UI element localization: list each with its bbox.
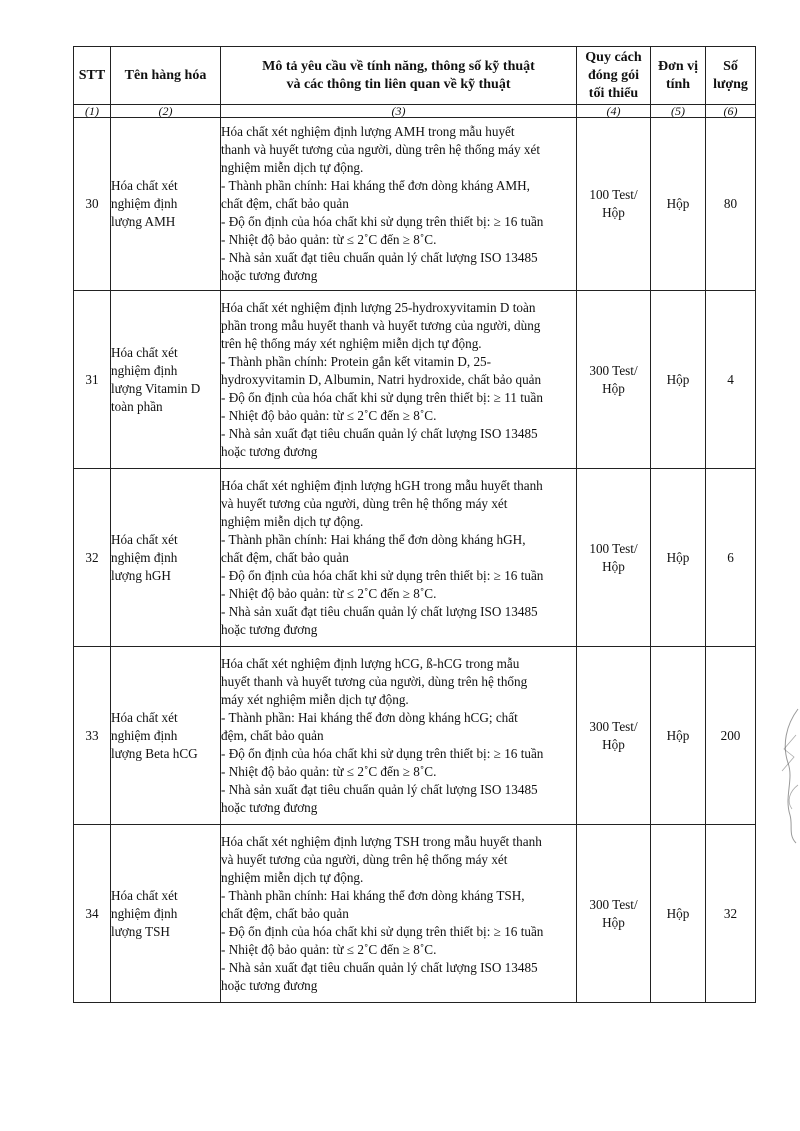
header-description	[221, 47, 577, 105]
item-name-line: lượng AMH	[111, 214, 176, 229]
header-description-line: Mô tả yêu cầu về tính năng, thông số kỹ thuật	[262, 58, 535, 74]
item-packaging-line: 300 Test/	[589, 362, 638, 378]
column-number: (3)	[221, 105, 577, 118]
item-packaging	[577, 469, 651, 647]
item-description	[221, 291, 577, 469]
header-packaging-line: tối thiểu	[588, 85, 639, 101]
item-number: 30	[74, 118, 111, 291]
item-name-line: Hóa chất xét	[111, 344, 178, 360]
item-packaging-line: 100 Test/	[589, 187, 638, 202]
item-packaging-line: Hộp	[602, 914, 625, 930]
header-packaging-line: đóng gói	[588, 67, 639, 83]
column-number: (6)	[706, 105, 756, 118]
header-unit-line: tính	[665, 76, 691, 92]
item-packaging-line: 100 Test/	[589, 540, 638, 556]
item-packaging-line: Hộp	[602, 380, 625, 396]
item-description-line: - Nhà sản xuất đạt tiêu chuẩn quản lý chất lượng ISO 13485	[221, 603, 538, 619]
item-description-line: - Độ ổn định của hóa chất khi sử dụng trên thiết bị: ≥ 16 tuần	[221, 214, 544, 229]
item-name-line: Hóa chất xét	[111, 709, 178, 725]
item-description-line: chất đệm, chất bảo quản	[221, 549, 349, 565]
item-description-line: nghiệm miễn dịch tự động.	[221, 869, 364, 885]
item-description-line: - Thành phần chính: Hai kháng thể đơn dòng kháng TSH,	[221, 887, 525, 903]
header-unit-line: Đơn vị	[657, 58, 699, 74]
item-description-line: - Độ ổn định của hóa chất khi sử dụng trên thiết bị: ≥ 16 tuần	[221, 923, 544, 939]
item-name-line: Hóa chất xét	[111, 887, 178, 903]
item-name-line: lượng hGH	[111, 567, 171, 583]
item-unit: Hộp	[651, 469, 706, 647]
item-unit: Hộp	[651, 118, 706, 291]
table-row	[74, 291, 756, 469]
item-packaging-line: Hộp	[602, 205, 625, 220]
item-description-line: hoặc tương đương	[221, 799, 318, 815]
item-description-line: nghiệm miễn dịch tự động.	[221, 160, 364, 175]
header-packaging	[577, 47, 651, 105]
item-packaging	[577, 647, 651, 825]
item-name	[111, 118, 221, 291]
item-description-line: - Độ ổn định của hóa chất khi sử dụng trên thiết bị: ≥ 11 tuần	[221, 389, 543, 405]
item-description-line: phần trong mẫu huyết thanh và huyết tương của người, dùng	[221, 317, 541, 333]
item-packaging-line: 300 Test/	[589, 896, 638, 912]
stamp-edge-mark	[776, 705, 800, 845]
item-name-line: nghiệm định	[111, 196, 178, 211]
table-body	[74, 118, 756, 1003]
header-name: Tên hàng hóa	[111, 47, 221, 105]
item-description-line: - Nhiệt độ bảo quản: từ ≤ 2˚C đến ≥ 8˚C.	[221, 407, 437, 423]
item-quantity: 200	[706, 647, 756, 825]
item-name-line: lượng TSH	[111, 923, 170, 939]
item-name	[111, 469, 221, 647]
table-row	[74, 647, 756, 825]
item-unit: Hộp	[651, 647, 706, 825]
header-quantity	[706, 47, 756, 105]
item-description-line: - Nhà sản xuất đạt tiêu chuẩn quản lý chất lượng ISO 13485	[221, 250, 538, 265]
item-name	[111, 291, 221, 469]
item-name-line: lượng Beta hCG	[111, 745, 198, 761]
header-quantity-line: Số	[723, 58, 738, 74]
item-description-line: thanh và huyết tương của người, dùng trên hệ thống máy xét	[221, 142, 541, 157]
item-quantity: 4	[706, 291, 756, 469]
item-description-line: nghiệm miễn dịch tự động.	[221, 513, 364, 529]
item-description-line: - Nhà sản xuất đạt tiêu chuẩn quản lý chất lượng ISO 13485	[221, 781, 538, 797]
item-description-line: trên hệ thống máy xét nghiệm miễn dịch tự động.	[221, 335, 482, 351]
table-row	[74, 118, 756, 291]
item-name-line: nghiệm định	[111, 362, 178, 378]
item-name-line: nghiệm định	[111, 549, 178, 565]
item-description-line: và huyết tương của người, dùng trên hệ thống máy xét	[221, 495, 508, 511]
item-description-line: - Nhiệt độ bảo quản: từ ≤ 2˚C đến ≥ 8˚C.	[221, 941, 437, 957]
item-number: 32	[74, 469, 111, 647]
item-description-line: huyết thanh và huyết tương của người, dùng trên hệ thống	[221, 673, 528, 689]
item-description-line: Hóa chất xét nghiệm định lượng AMH trong mẫu huyết	[221, 124, 515, 139]
item-name-line: nghiệm định	[111, 905, 178, 921]
item-description-line: - Nhà sản xuất đạt tiêu chuẩn quản lý chất lượng ISO 13485	[221, 425, 538, 441]
item-packaging	[577, 118, 651, 291]
header-row	[74, 47, 756, 105]
table-row	[74, 825, 756, 1003]
item-quantity: 32	[706, 825, 756, 1003]
item-quantity: 6	[706, 469, 756, 647]
item-description-line: - Nhiệt độ bảo quản: từ ≤ 2˚C đến ≥ 8˚C.	[221, 585, 437, 601]
item-number: 31	[74, 291, 111, 469]
item-name-line: nghiệm định	[111, 727, 178, 743]
item-description-line: - Nhiệt độ bảo quản: từ ≤ 2˚C đến ≥ 8˚C.	[221, 232, 437, 247]
item-description	[221, 647, 577, 825]
item-description-line: hydroxyvitamin D, Albumin, Natri hydroxide, chất bảo quản	[221, 371, 542, 387]
item-description-line: chất đệm, chất bảo quản	[221, 196, 349, 211]
item-name-line: lượng Vitamin D	[111, 380, 201, 396]
item-description-line: - Độ ổn định của hóa chất khi sử dụng trên thiết bị: ≥ 16 tuần	[221, 745, 544, 761]
column-number: (2)	[111, 105, 221, 118]
item-description-line: hoặc tương đương	[221, 621, 318, 637]
item-number: 34	[74, 825, 111, 1003]
item-packaging	[577, 825, 651, 1003]
item-description	[221, 469, 577, 647]
item-name-line: Hóa chất xét	[111, 178, 178, 193]
column-number: (1)	[74, 105, 111, 118]
column-number: (4)	[577, 105, 651, 118]
header-unit	[651, 47, 706, 105]
item-description-line: hoặc tương đương	[221, 268, 318, 283]
item-description-line: chất đệm, chất bảo quản	[221, 905, 349, 921]
item-name	[111, 825, 221, 1003]
item-description-line: Hóa chất xét nghiệm định lượng 25-hydroxyvitamin D toàn	[221, 299, 536, 315]
column-number-row	[74, 105, 756, 118]
item-description-line: Hóa chất xét nghiệm định lượng TSH trong mẫu huyết thanh	[221, 833, 542, 849]
item-packaging-line: 300 Test/	[589, 718, 638, 734]
item-name-line: toàn phần	[111, 398, 163, 414]
item-description-line: - Thành phần chính: Hai kháng thể đơn dòng kháng AMH,	[221, 178, 530, 193]
item-packaging-line: Hộp	[602, 558, 625, 574]
item-description	[221, 825, 577, 1003]
item-description-line: - Thành phần: Hai kháng thể đơn dòng kháng hCG; chất	[221, 709, 518, 725]
header-quantity-line: lượng	[713, 76, 748, 92]
item-description-line: máy xét nghiệm miễn dịch tự động.	[221, 691, 409, 707]
table-row	[74, 469, 756, 647]
item-packaging	[577, 291, 651, 469]
header-description-line: và các thông tin liên quan về kỹ thuật	[286, 76, 511, 92]
item-description-line: - Nhà sản xuất đạt tiêu chuẩn quản lý chất lượng ISO 13485	[221, 959, 538, 975]
item-name-line: Hóa chất xét	[111, 531, 178, 547]
specification-table	[73, 46, 756, 1003]
header-stt: STT	[74, 47, 111, 105]
item-quantity: 80	[706, 118, 756, 291]
item-number: 33	[74, 647, 111, 825]
item-description-line: - Thành phần chính: Protein gắn kết vitamin D, 25-	[221, 353, 492, 369]
item-description-line: Hóa chất xét nghiệm định lượng hCG, ß-hCG trong mẫu	[221, 655, 520, 671]
item-description-line: hoặc tương đương	[221, 443, 318, 459]
item-unit: Hộp	[651, 825, 706, 1003]
item-description-line: hoặc tương đương	[221, 977, 318, 993]
item-name	[111, 647, 221, 825]
item-description-line: - Nhiệt độ bảo quản: từ ≤ 2˚C đến ≥ 8˚C.	[221, 763, 437, 779]
item-description-line: - Độ ổn định của hóa chất khi sử dụng trên thiết bị: ≥ 16 tuần	[221, 567, 544, 583]
item-unit: Hộp	[651, 291, 706, 469]
item-description-line: và huyết tương của người, dùng trên hệ thống máy xét	[221, 851, 508, 867]
item-packaging-line: Hộp	[602, 736, 625, 752]
header-packaging-line: Quy cách	[585, 49, 642, 65]
item-description	[221, 118, 577, 291]
column-number: (5)	[651, 105, 706, 118]
item-description-line: đệm, chất bảo quản	[221, 727, 324, 743]
item-description-line: Hóa chất xét nghiệm định lượng hGH trong mẫu huyết thanh	[221, 477, 543, 493]
item-description-line: - Thành phần chính: Hai kháng thể đơn dòng kháng hGH,	[221, 531, 526, 547]
